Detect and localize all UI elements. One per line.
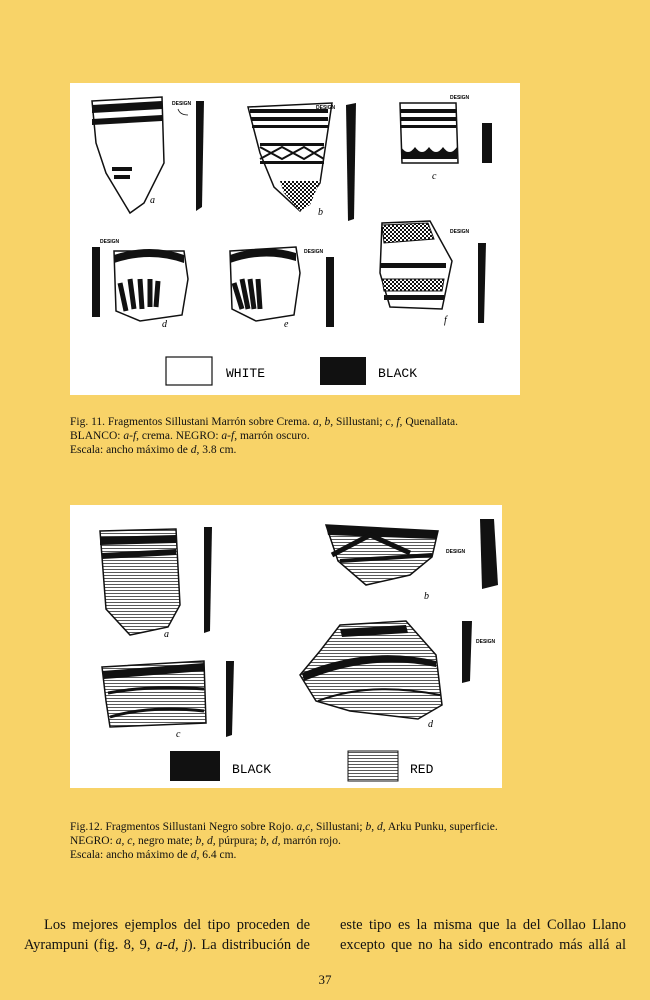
caption-italic: b, d, [195,835,216,847]
caption-italic: d [190,849,197,861]
label-e: e [284,319,289,330]
figure-12-drawing [70,505,502,788]
sherd-d [300,621,496,730]
caption-italic: b, d, [365,821,386,833]
label-d: d [162,319,167,330]
legend-black-swatch [320,357,366,385]
caption-text: negro mate; [135,835,196,847]
design-label: DESIGN [172,101,192,107]
caption-text: púrpura; [215,835,261,847]
design-label: DESIGN [316,105,336,111]
caption-italic: b, d, [260,835,281,847]
caption-italic: d [190,444,197,456]
body-column-right [340,915,626,955]
label-b: b [424,591,429,602]
sherd-c [400,95,492,182]
caption-text: Escala: ancho máximo de [70,444,191,456]
caption-text: Fig.12. Fragmentos Sillustani Negro sobre Rojo. [70,821,297,833]
label-c: c [176,729,181,740]
sherd-d [92,239,188,330]
design-label: DESIGN [100,239,120,245]
design-label: DESIGN [446,549,466,555]
caption-text: Escala: ancho máximo de [70,849,191,861]
label-b: b [318,207,323,218]
sherd-b [326,519,498,602]
caption-text: Fig. 11. Fragmentos Sillustani Marrón sobre Crema. [70,416,313,428]
body-text: Los mejores ejemplos del tipo proceden de Ayrampuni (fig. 8, 9, [24,917,310,953]
sherd-b [248,103,356,221]
caption-italic: a-f, [221,430,238,442]
caption-text: , 3.8 cm. [196,444,237,456]
design-label: DESIGN [450,229,470,235]
label-f: f [444,315,447,326]
caption-italic: a, b, [312,416,334,428]
caption-italic: a-f, [123,430,140,442]
body-text: este tipo es la misma que la del Collao Llano excepto que no ha sido encontrado más allá al [340,917,626,953]
sherd-a [100,527,212,640]
label-c: c [432,171,437,182]
sherd-e [230,247,334,330]
page-number: 37 [318,972,332,987]
body-italic: a-d, j [155,937,188,953]
caption-italic: c, f, [385,416,403,428]
legend-red-label: RED [410,762,434,777]
design-label: DESIGN [476,639,496,645]
legend-black-swatch [170,751,220,781]
caption-text: NEGRO: [70,835,116,847]
caption-text: Arku Punku, superficie. [385,821,498,833]
caption-text: crema. NEGRO: [139,430,222,442]
legend-white-swatch [166,357,212,385]
label-a: a [150,195,155,206]
legend-white-label: WHITE [226,366,266,381]
caption-text: marrón oscuro. [237,430,310,442]
caption-text: marrón rojo. [280,835,341,847]
figure-11-caption [70,415,610,457]
design-label: DESIGN [304,249,324,255]
figure-11-drawing [70,83,520,395]
sherd-c [102,661,234,740]
figure-11 [70,83,520,395]
design-label: DESIGN [450,95,470,101]
sherd-a [92,97,204,213]
legend-red-swatch [348,751,398,781]
body-text: ). La distribución de [187,937,310,953]
label-d: d [428,719,433,730]
label-a: a [164,629,169,640]
legend-black-label: BLACK [378,366,418,381]
caption-text: Sillustani; [333,416,386,428]
body-column-left [24,915,310,955]
caption-text: , 6.4 cm. [196,849,237,861]
legend-black-label: BLACK [232,762,272,777]
figure-12-caption [70,820,610,862]
caption-italic: a, c, [115,835,136,847]
sherd-f [380,221,486,326]
caption-italic: a,c, [296,821,314,833]
figure-12 [70,505,502,788]
caption-text: Quenallata. [402,416,458,428]
caption-text: Sillustani; [313,821,366,833]
caption-text: BLANCO: [70,430,124,442]
